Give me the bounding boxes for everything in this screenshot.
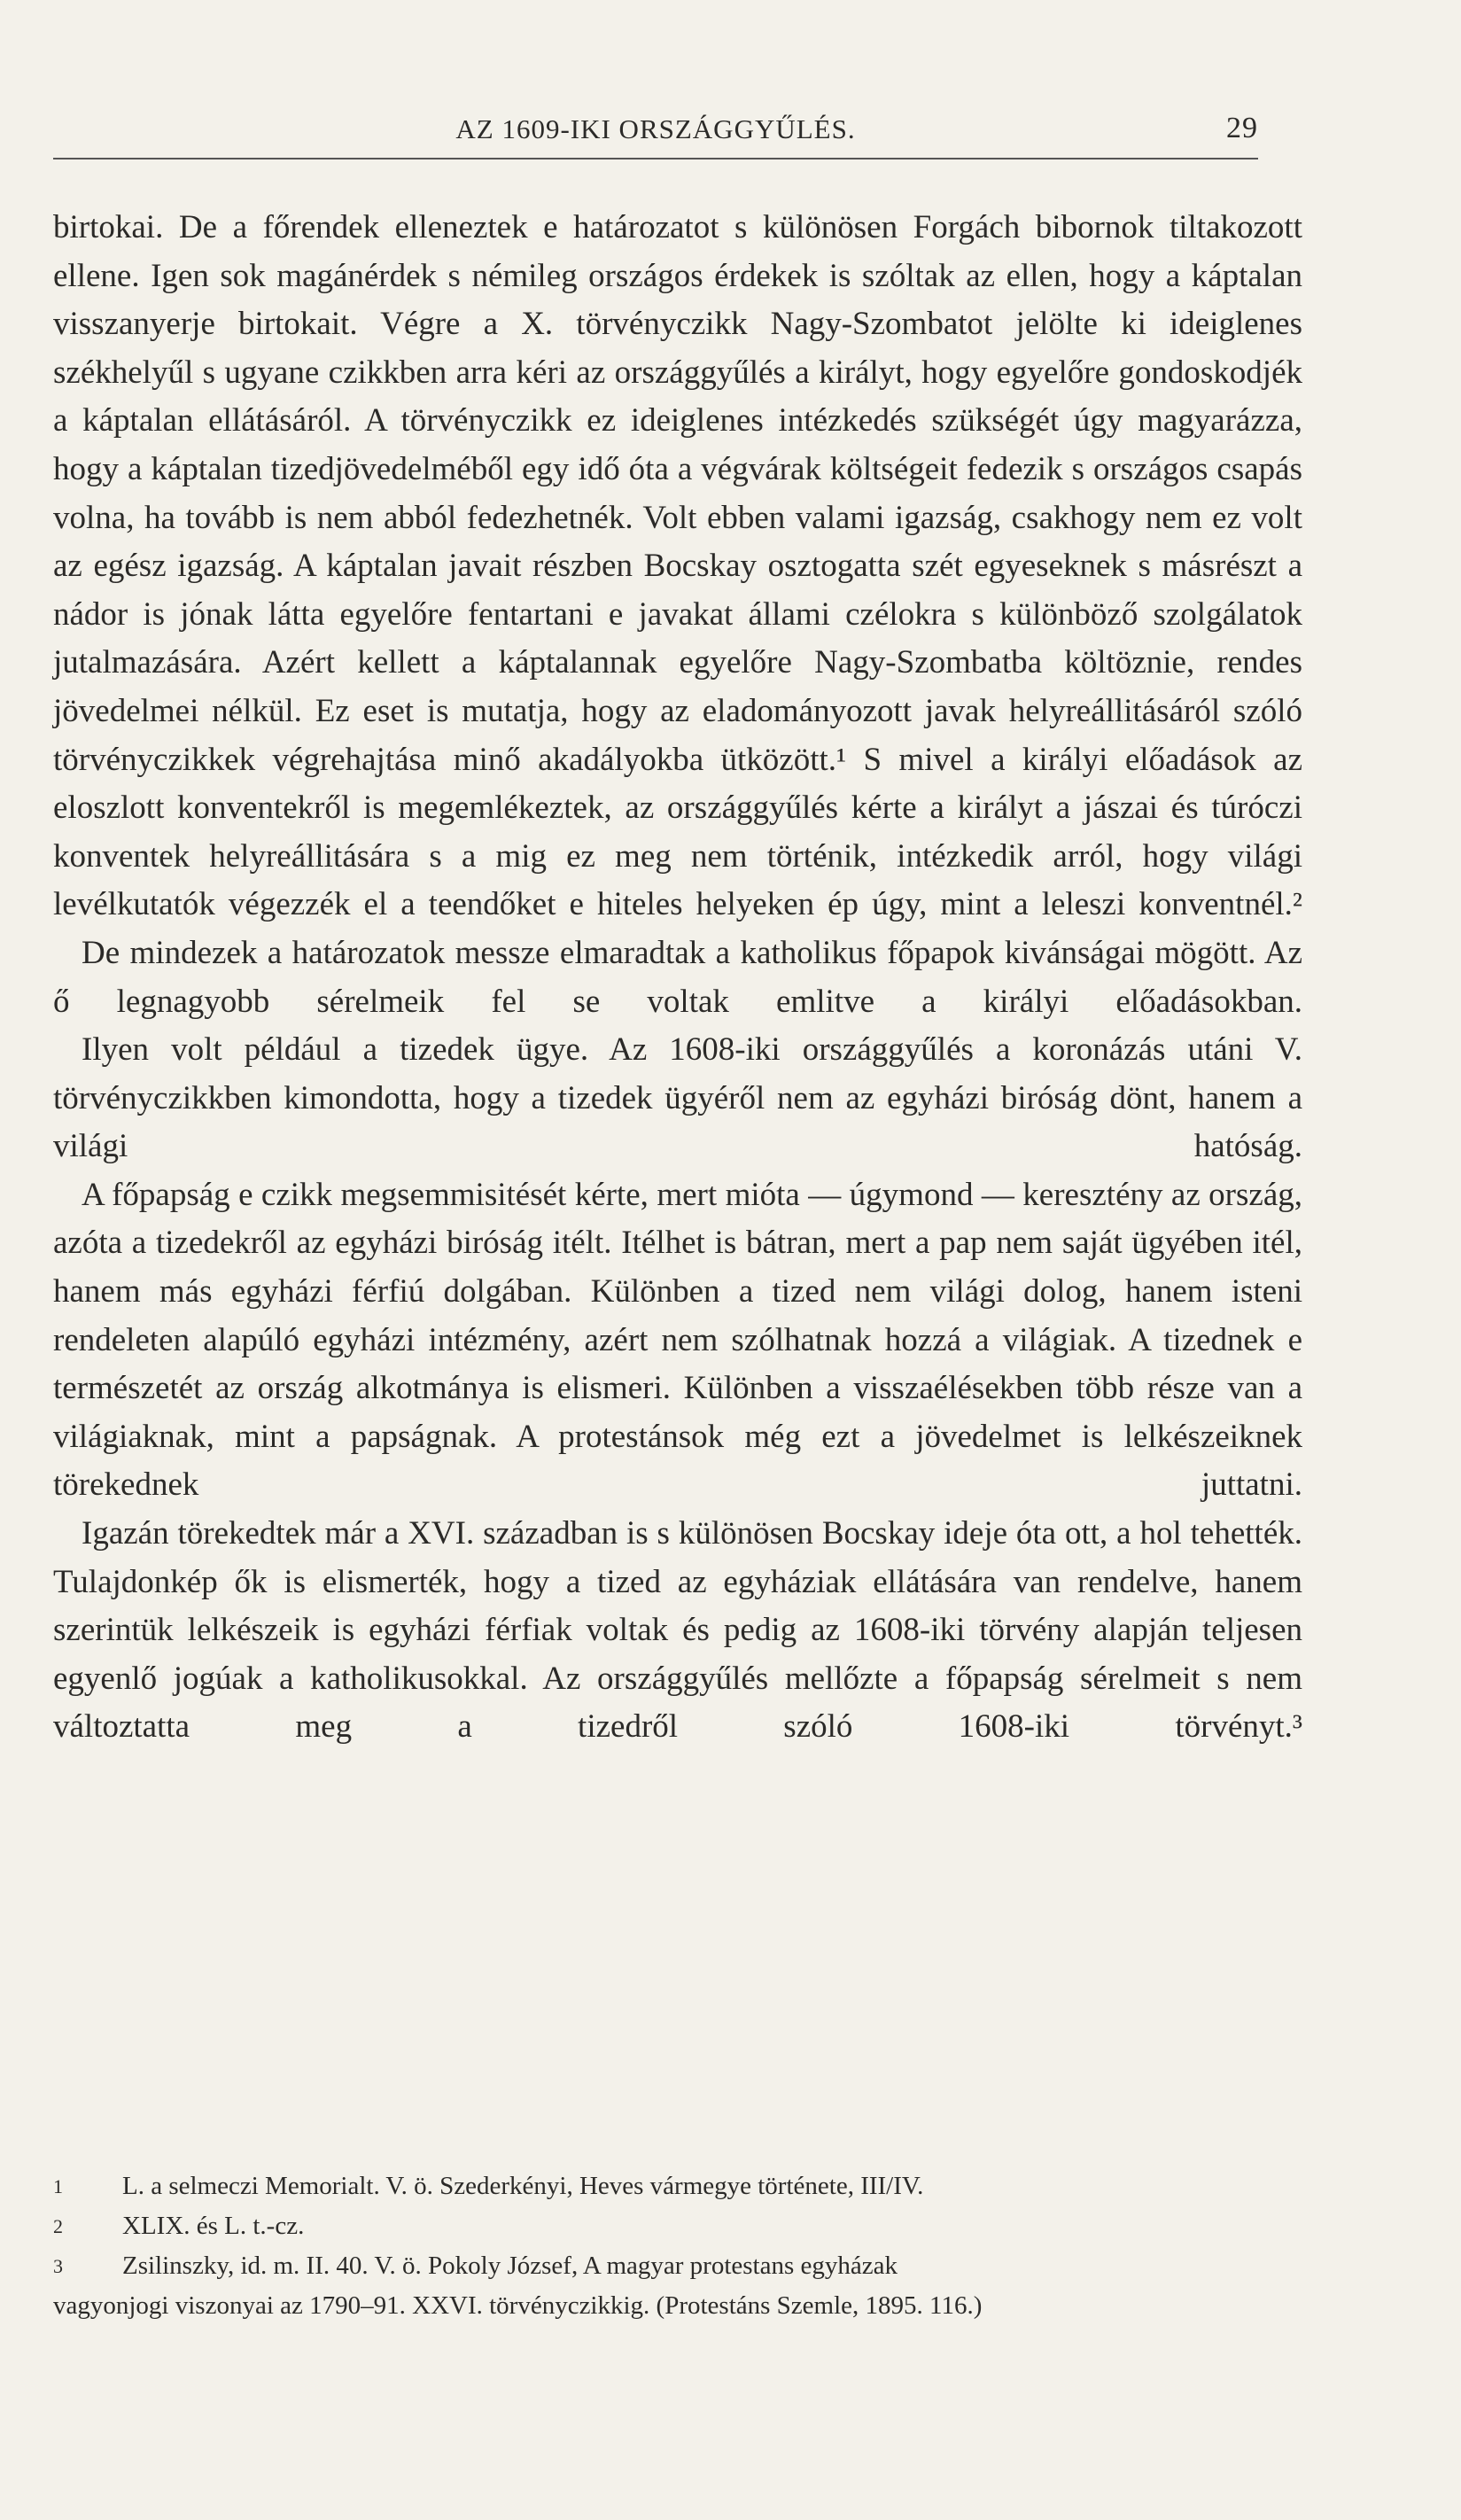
paragraph-3: Ilyen volt például a tizedek ügye. Az 1608-iki országgyűlés a koronázás utáni V. törvényczikkben kimondotta, hogy a tizedek ügyéről nem az egyházi biróság dönt, hanem a világi hatóság. bbox=[53, 1031, 1302, 1165]
body-text bbox=[53, 204, 1302, 1752]
footnote-text: Zsilinszky, id. m. II. 40. V. ö. Pokoly József, A magyar protestans egyházak bbox=[122, 2252, 898, 2280]
footnotes bbox=[53, 2166, 1302, 2326]
footnote-text: L. a selmeczi Memorialt. V. ö. Szederkényi, Heves vármegye története, III/IV. bbox=[122, 2172, 924, 2200]
running-title: AZ 1609-IKI ORSZÁGGYŰLÉS. bbox=[455, 113, 856, 144]
footnote-mark: 3 bbox=[53, 2255, 63, 2277]
paragraph-1: birtokai. De a főrendek elleneztek e határozatot s különösen Forgách bibornok tiltakozott ellene. Igen sok magánérdek s némileg országos érdekek is szóltak az ellen, hogy a káptalan visszanyerje birtokait. Végre a X. törvényczikk Nagy-Szombatot jelölte ki ideiglenes székhelyűl s ugyane czikkben arra kéri az országgyűlés a királyt, hogy egyelőre gondoskodjék a káptalan ellátásáról. A törvényczikk ez ideiglenes intézkedés szükségét úgy magyarázza, hogy a káptalan tizedjövedelméből egy idő óta a végvárak költségeit fedezik s országos csapás volna, ha tovább is nem abból fedezhetnék. Volt ebben valami igazság, csakhogy nem ez volt az egész igazság. A káptalan javait részben Bocskay osztogatta szét egyeseknek s másrészt a nádor is jónak látta egyelőre fentartani e javakat állami czélokra s különböző szolgálatok jutalmazására. Azért kellett a káptalannak egyelőre Nagy-Szombatba költöznie, rendes jövedelmei nélkül. Ez eset is mutatja, hogy az eladományozott javak helyreállitásáról szóló törvényczikkek végrehajtása minő akadályokba ütközött.¹ S mivel a királyi előadások az eloszlott konventekről is megemlékeztek, az országgyűlés kérte a királyt a jászai és túróczi konventek helyreállitására s a mig ez meg nem történik, intézkedik arról, hogy világi levélkutatók végezzék el a teendőket e hiteles helyeken ép úgy, mint a leleszi konventnél.² bbox=[53, 209, 1302, 923]
paragraph-5: Igazán törekedtek már a XVI. században is s különösen Bocskay ideje óta ott, a hol tehették. Tulajdonkép ők is elismerték, hogy a tized az egyháziak ellátására van rendelve, hanem szerintük lelkészeik is egyházi férfiak voltak és pedig az 1608-iki törvény alapján teljesen egyenlő jogúak a katholikusokkal. Az országgyűlés mellőzte a főpapság sérelmeit s nem változtatta meg a tizedről szóló 1608-iki törvényt.³ bbox=[53, 1515, 1302, 1746]
paragraph-4: A főpapság e czikk megsemmisitését kérte, mert mióta — úgymond — keresztény az ország, azóta a tizedekről az egyházi biróság itélt. Itélhet is bátran, mert a pap nem saját ügyében itél, hanem más egyházi férfiú dolgában. Különben a tized nem világi dolog, hanem isteni rendeleten alapúló egyházi intézmény, azért nem szólhatnak hozzá a világiak. A tizednek e természetét az ország alkotmánya is elismeri. Különben a visszaélésekben több része van a világiaknak, mint a papságnak. A protestánsok még ezt a jövedelmet is lelkészeiknek törekednek juttatni. bbox=[53, 1176, 1302, 1504]
footnote-1 bbox=[53, 2166, 1302, 2206]
footnote-text: vagyonjogi viszonyai az 1790–91. XXVI. törvényczikkig. (Protestáns Szemle, 1895. 116.) bbox=[53, 2291, 983, 2320]
page-header bbox=[53, 113, 1258, 149]
footnote-text: XLIX. és L. t.-cz. bbox=[122, 2212, 305, 2240]
header-rule bbox=[53, 158, 1258, 159]
footnote-3 bbox=[53, 2246, 1302, 2286]
footnote-2 bbox=[53, 2206, 1302, 2246]
paragraph-2: De mindezek a határozatok messze elmaradtak a katholikus főpapok kivánságai mögött. Az ő legnagyobb sérelmeik fel se voltak emlitve a királyi előadásokban. bbox=[53, 934, 1302, 1020]
page-number: 29 bbox=[1226, 112, 1258, 144]
footnote-3-continuation bbox=[53, 2286, 1302, 2326]
footnote-mark: 1 bbox=[53, 2175, 63, 2197]
footnote-mark: 2 bbox=[53, 2215, 63, 2237]
